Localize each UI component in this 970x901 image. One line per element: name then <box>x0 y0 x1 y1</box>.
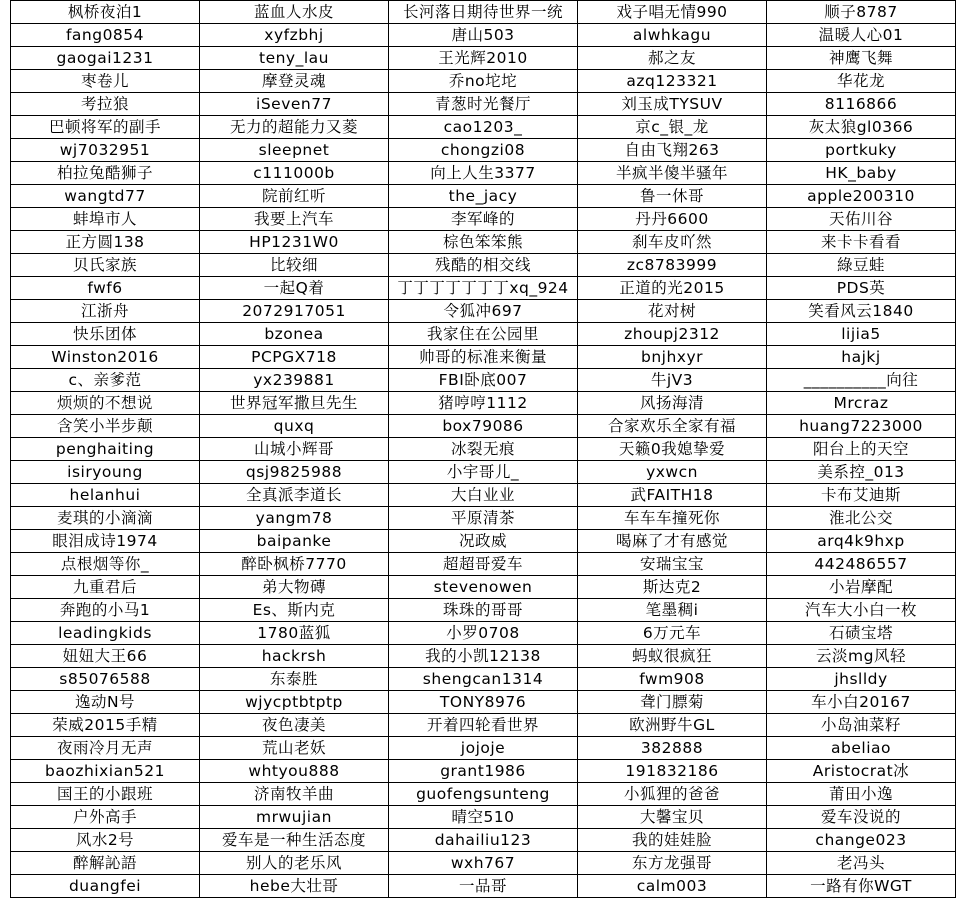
table-row <box>11 645 956 668</box>
table-cell: 6万元车 <box>578 622 767 645</box>
table-cell: 晴空510 <box>389 806 578 829</box>
table-cell: guofengsunteng <box>389 783 578 806</box>
table-cell: 美系控_013 <box>767 461 956 484</box>
table-row <box>11 783 956 806</box>
table-cell: 我的小凯12138 <box>389 645 578 668</box>
table-cell: 郝之友 <box>578 47 767 70</box>
table-row <box>11 277 956 300</box>
table-cell: jojoje <box>389 737 578 760</box>
table-cell: 我要上汽车 <box>200 208 389 231</box>
table-row <box>11 93 956 116</box>
table-cell: HK_baby <box>767 162 956 185</box>
table-cell: 帅哥的标准来衡量 <box>389 346 578 369</box>
table-cell: 聋门膘菊 <box>578 691 767 714</box>
table-cell: 车小白20167 <box>767 691 956 714</box>
table-cell: 李军峰的 <box>389 208 578 231</box>
table-row <box>11 116 956 139</box>
table-cell: alwhkagu <box>578 24 767 47</box>
table-cell: 院前红听 <box>200 185 389 208</box>
table-cell: 191832186 <box>578 760 767 783</box>
table-cell: 醉解訫語 <box>11 852 200 875</box>
table-cell: 奔跑的小马1 <box>11 599 200 622</box>
table-row <box>11 829 956 852</box>
table-row <box>11 300 956 323</box>
table-cell: chongzi08 <box>389 139 578 162</box>
table-cell: 考拉狼 <box>11 93 200 116</box>
table-cell: 妞妞大王66 <box>11 645 200 668</box>
table-cell: Winston2016 <box>11 346 200 369</box>
table-cell: 我的娃娃脸 <box>578 829 767 852</box>
table-cell: yx239881 <box>200 369 389 392</box>
table-cell: 刘玉成TYSUV <box>578 93 767 116</box>
table-cell: 淮北公交 <box>767 507 956 530</box>
table-cell: 猪哼哼1112 <box>389 392 578 415</box>
table-cell: 贝氏家族 <box>11 254 200 277</box>
table-cell: the_jacy <box>389 185 578 208</box>
table-cell: 麦琪的小滴滴 <box>11 507 200 530</box>
table-row <box>11 714 956 737</box>
table-cell: 安瑞宝宝 <box>578 553 767 576</box>
table-row <box>11 162 956 185</box>
table-cell: 东方龙强哥 <box>578 852 767 875</box>
table-row <box>11 668 956 691</box>
table-cell: hackrsh <box>200 645 389 668</box>
table-cell: 开着四轮看世界 <box>389 714 578 737</box>
table-cell: baozhixian521 <box>11 760 200 783</box>
table-row <box>11 553 956 576</box>
table-cell: 温暖人心01 <box>767 24 956 47</box>
table-cell: 綠豆蛙 <box>767 254 956 277</box>
table-cell: fang0854 <box>11 24 200 47</box>
table-cell: 汽车大小白一枚 <box>767 599 956 622</box>
table-cell: grant1986 <box>389 760 578 783</box>
table-cell: 神鹰飞舞 <box>767 47 956 70</box>
table-cell: __________向往 <box>767 369 956 392</box>
table-cell: wangtd77 <box>11 185 200 208</box>
table-cell: teny_lau <box>200 47 389 70</box>
table-cell: 半疯半傻半骚年 <box>578 162 767 185</box>
table-cell: 逸动N号 <box>11 691 200 714</box>
table-cell: gaogai1231 <box>11 47 200 70</box>
table-row <box>11 139 956 162</box>
table-cell: sleepnet <box>200 139 389 162</box>
table-row <box>11 530 956 553</box>
table-cell: 风水2号 <box>11 829 200 852</box>
table-cell: portkuky <box>767 139 956 162</box>
table-cell: 正道的光2015 <box>578 277 767 300</box>
table-cell: 天佑川谷 <box>767 208 956 231</box>
table-row <box>11 760 956 783</box>
table-cell: duangfei <box>11 875 200 898</box>
table-cell: 华花龙 <box>767 70 956 93</box>
table-row <box>11 875 956 898</box>
table-cell: cao1203_ <box>389 116 578 139</box>
table-body <box>11 1 956 898</box>
table-cell: 况政威 <box>389 530 578 553</box>
table-cell: 超超哥爱车 <box>389 553 578 576</box>
table-cell: hajkj <box>767 346 956 369</box>
table-cell: 442486557 <box>767 553 956 576</box>
table-cell: 小岛油菜籽 <box>767 714 956 737</box>
table-cell: 蚂蚁很疯狂 <box>578 645 767 668</box>
table-row <box>11 24 956 47</box>
table-cell: 青葱时光餐厅 <box>389 93 578 116</box>
table-row <box>11 691 956 714</box>
table-cell: 喝麻了才有感觉 <box>578 530 767 553</box>
table-cell: 蚌埠市人 <box>11 208 200 231</box>
table-cell: shengcan1314 <box>389 668 578 691</box>
table-row <box>11 484 956 507</box>
table-cell: 珠珠的哥哥 <box>389 599 578 622</box>
table-cell: 眼泪成诗1974 <box>11 530 200 553</box>
table-cell: 山城小辉哥 <box>200 438 389 461</box>
table-cell: wjycptbtptp <box>200 691 389 714</box>
table-cell: 荒山老妖 <box>200 737 389 760</box>
table-cell: wj7032951 <box>11 139 200 162</box>
table-cell: 济南牧羊曲 <box>200 783 389 806</box>
table-cell: stevenowen <box>389 576 578 599</box>
table-cell: 花对树 <box>578 300 767 323</box>
table-cell: PDS英 <box>767 277 956 300</box>
table-cell: s85076588 <box>11 668 200 691</box>
table-row <box>11 346 956 369</box>
table-cell: yangm78 <box>200 507 389 530</box>
table-cell: 一品哥 <box>389 875 578 898</box>
table-row <box>11 415 956 438</box>
table-cell: 灰太狼gl0366 <box>767 116 956 139</box>
table-cell: hebe大壮哥 <box>200 875 389 898</box>
table-cell: wxh767 <box>389 852 578 875</box>
table-cell: 柏拉兔酷狮子 <box>11 162 200 185</box>
table-cell: 残酷的相交线 <box>389 254 578 277</box>
table-cell: apple200310 <box>767 185 956 208</box>
table-cell: 风扬海清 <box>578 392 767 415</box>
table-cell: HP1231W0 <box>200 231 389 254</box>
table-cell: 天籁0我媳挚爱 <box>578 438 767 461</box>
table-cell: isiryoung <box>11 461 200 484</box>
table-cell: 唐山503 <box>389 24 578 47</box>
table-row <box>11 806 956 829</box>
table-cell: 爱车是一种生活态度 <box>200 829 389 852</box>
table-cell: 来卡卡看看 <box>767 231 956 254</box>
table-cell: 江浙舟 <box>11 300 200 323</box>
table-cell: 顺子8787 <box>767 1 956 24</box>
table-cell: Mrcraz <box>767 392 956 415</box>
table-cell: 欧洲野牛GL <box>578 714 767 737</box>
table-cell: 令狐冲697 <box>389 300 578 323</box>
table-row <box>11 622 956 645</box>
table-cell: huang7223000 <box>767 415 956 438</box>
table-cell: 长河落日期待世界一统 <box>389 1 578 24</box>
table-cell: mrwujian <box>200 806 389 829</box>
table-row <box>11 254 956 277</box>
table-cell: arq4k9hxp <box>767 530 956 553</box>
table-cell: 九重君后 <box>11 576 200 599</box>
table-cell: azq123321 <box>578 70 767 93</box>
table-cell: 武FAITH18 <box>578 484 767 507</box>
table-cell: box79086 <box>389 415 578 438</box>
table-cell: quxq <box>200 415 389 438</box>
table-cell: 冰裂无痕 <box>389 438 578 461</box>
table-cell: 户外高手 <box>11 806 200 829</box>
table-cell: c111000b <box>200 162 389 185</box>
table-cell: 王光辉2010 <box>389 47 578 70</box>
table-cell: 我家住在公园里 <box>389 323 578 346</box>
table-cell: 国王的小跟班 <box>11 783 200 806</box>
table-cell: 巴顿将军的副手 <box>11 116 200 139</box>
table-row <box>11 507 956 530</box>
table-row <box>11 576 956 599</box>
table-cell: 世界冠军撒旦先生 <box>200 392 389 415</box>
table-row <box>11 438 956 461</box>
table-cell: baipanke <box>200 530 389 553</box>
table-cell: 京c_银_龙 <box>578 116 767 139</box>
table-cell: bnjhxyr <box>578 346 767 369</box>
table-cell: 刹车皮吖然 <box>578 231 767 254</box>
table-row <box>11 461 956 484</box>
username-table <box>10 0 956 898</box>
table-cell: 老冯头 <box>767 852 956 875</box>
table-cell: 石碛宝塔 <box>767 622 956 645</box>
table-cell: 烦烦的不想说 <box>11 392 200 415</box>
table-cell: 丹丹6600 <box>578 208 767 231</box>
table-cell: 夜色凄美 <box>200 714 389 737</box>
table-cell: 戏子唱无情990 <box>578 1 767 24</box>
table-cell: 卡布艾迪斯 <box>767 484 956 507</box>
table-cell: 牛jV3 <box>578 369 767 392</box>
table-cell: calm003 <box>578 875 767 898</box>
table-row <box>11 208 956 231</box>
table-cell: iSeven77 <box>200 93 389 116</box>
table-cell: 一起Q着 <box>200 277 389 300</box>
table-cell: 正方圆138 <box>11 231 200 254</box>
table-cell: yxwcn <box>578 461 767 484</box>
table-cell: TONY8976 <box>389 691 578 714</box>
table-cell: 丁丁丁丁丁丁丁xq_924 <box>389 277 578 300</box>
table-cell: zhoupj2312 <box>578 323 767 346</box>
table-cell: 小岩摩配 <box>767 576 956 599</box>
table-cell: 小罗0708 <box>389 622 578 645</box>
table-cell: 全真派李道长 <box>200 484 389 507</box>
table-cell: abeliao <box>767 737 956 760</box>
table-cell: 阳台上的天空 <box>767 438 956 461</box>
table-cell: 点根烟等你_ <box>11 553 200 576</box>
table-cell: 小宇哥儿_ <box>389 461 578 484</box>
table-cell: fwf6 <box>11 277 200 300</box>
table-cell: Es、斯内克 <box>200 599 389 622</box>
table-cell: change023 <box>767 829 956 852</box>
table-cell: 枫桥夜泊1 <box>11 1 200 24</box>
table-cell: 382888 <box>578 737 767 760</box>
table-cell: fwm908 <box>578 668 767 691</box>
table-cell: 夜雨冷月无声 <box>11 737 200 760</box>
table-cell: 无力的超能力又菱 <box>200 116 389 139</box>
table-cell: 别人的老乐风 <box>200 852 389 875</box>
table-cell: PCPGX718 <box>200 346 389 369</box>
table-cell: 大白业业 <box>389 484 578 507</box>
table-cell: 醉卧枫桥7770 <box>200 553 389 576</box>
table-cell: whtyou888 <box>200 760 389 783</box>
table-cell: 乔no坨坨 <box>389 70 578 93</box>
table-cell: 摩登灵魂 <box>200 70 389 93</box>
table-row <box>11 852 956 875</box>
table-cell: 小狐狸的爸爸 <box>578 783 767 806</box>
table-row <box>11 392 956 415</box>
table-cell: 枣卷儿 <box>11 70 200 93</box>
table-row <box>11 1 956 24</box>
table-cell: 含笑小半步颠 <box>11 415 200 438</box>
table-cell: bzonea <box>200 323 389 346</box>
table-cell: 合家欢乐全家有福 <box>578 415 767 438</box>
table-cell: xyfzbhj <box>200 24 389 47</box>
table-row <box>11 323 956 346</box>
table-cell: 比较细 <box>200 254 389 277</box>
table-cell: 笔墨稠i <box>578 599 767 622</box>
table-cell: 1780蓝狐 <box>200 622 389 645</box>
table-cell: c、亲爹范 <box>11 369 200 392</box>
table-cell: 一路有你WGT <box>767 875 956 898</box>
table-row <box>11 599 956 622</box>
table-cell: lijia5 <box>767 323 956 346</box>
table-cell: 东泰胜 <box>200 668 389 691</box>
table-cell: 笑看风云1840 <box>767 300 956 323</box>
table-cell: leadingkids <box>11 622 200 645</box>
table-cell: 蓝血人水皮 <box>200 1 389 24</box>
table-cell: penghaiting <box>11 438 200 461</box>
table-row <box>11 369 956 392</box>
table-cell: 斯达克2 <box>578 576 767 599</box>
table-cell: 车车车撞死你 <box>578 507 767 530</box>
table-cell: 棕色笨笨熊 <box>389 231 578 254</box>
table-cell: FBI卧底007 <box>389 369 578 392</box>
table-cell: 自由飞翔263 <box>578 139 767 162</box>
table-cell: Aristocrat冰 <box>767 760 956 783</box>
table-row <box>11 737 956 760</box>
table-cell: jhslldy <box>767 668 956 691</box>
table-cell: 向上人生3377 <box>389 162 578 185</box>
table-cell: 弟大物磚 <box>200 576 389 599</box>
table-cell: 大馨宝贝 <box>578 806 767 829</box>
table-row <box>11 70 956 93</box>
table-cell: 爱车没说的 <box>767 806 956 829</box>
table-cell: helanhui <box>11 484 200 507</box>
table-cell: 8116866 <box>767 93 956 116</box>
table-cell: 2072917051 <box>200 300 389 323</box>
table-row <box>11 47 956 70</box>
table-cell: 云淡mg风轻 <box>767 645 956 668</box>
table-row <box>11 231 956 254</box>
table-cell: 快乐团体 <box>11 323 200 346</box>
table-cell: 平原清茶 <box>389 507 578 530</box>
table-cell: qsj9825988 <box>200 461 389 484</box>
table-cell: 荣威2015手精 <box>11 714 200 737</box>
table-cell: 莆田小逸 <box>767 783 956 806</box>
table-cell: zc8783999 <box>578 254 767 277</box>
table-row <box>11 185 956 208</box>
table-cell: 鲁一休哥 <box>578 185 767 208</box>
table-cell: dahailiu123 <box>389 829 578 852</box>
